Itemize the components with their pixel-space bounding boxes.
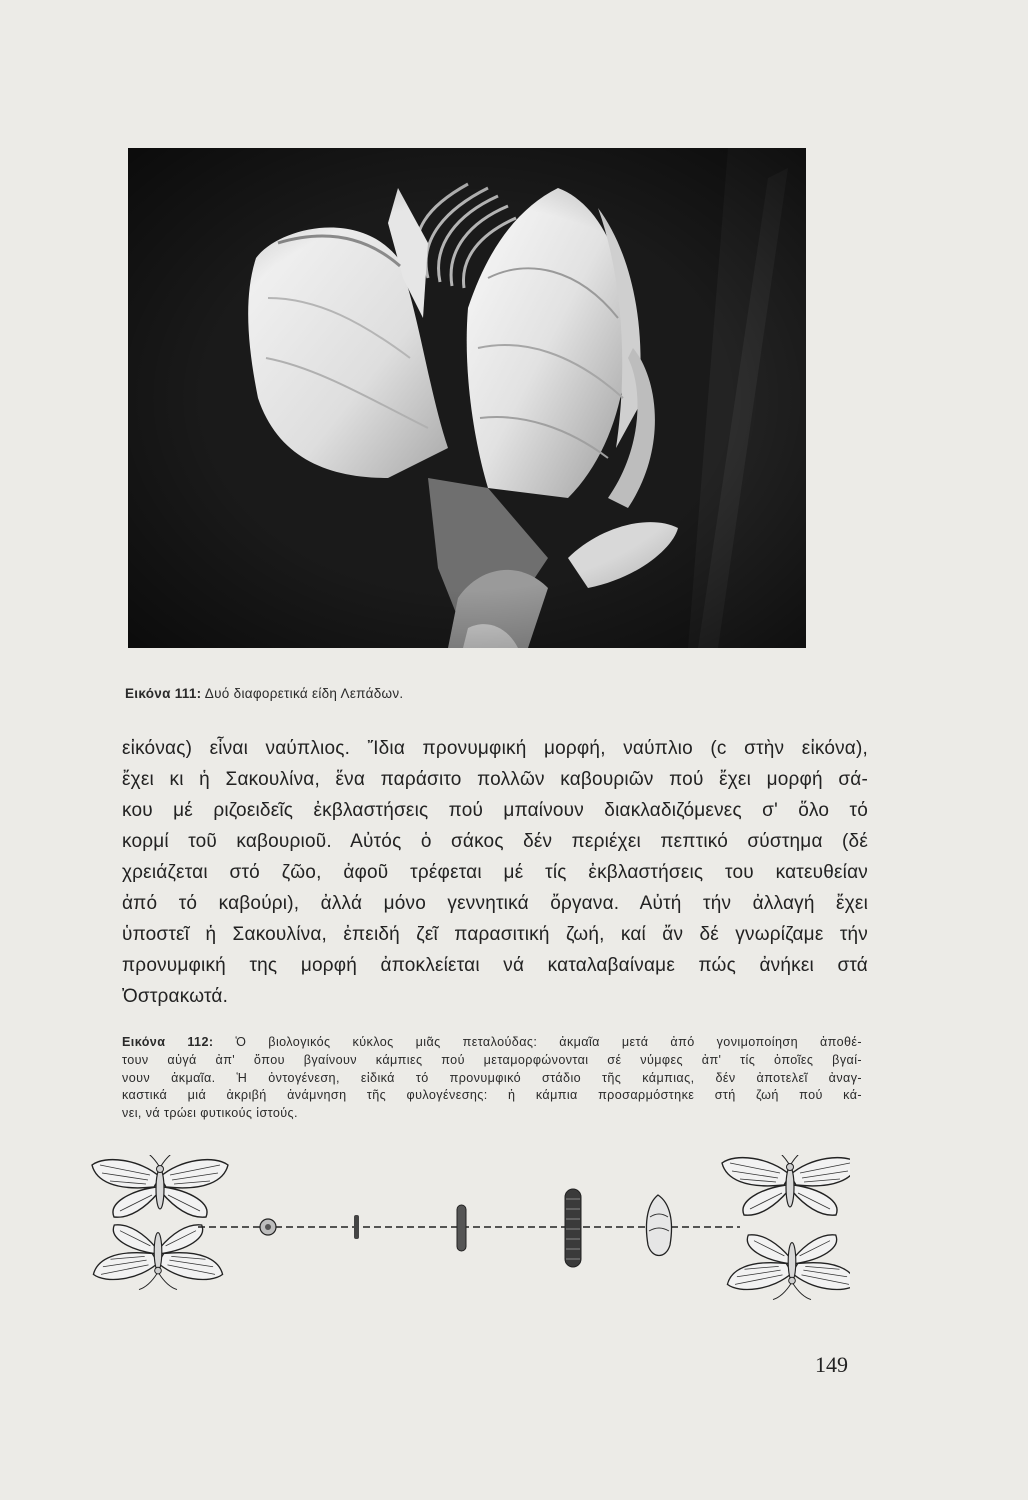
figure-112-caption-line [122, 1034, 862, 1052]
figure-112-text: Ὁ βιολογικός κύκλος μιᾶς πεταλούδας: ἀκμαῖα μετά ἀπό γονιμοποίηση ἀποθέ- [213, 1035, 862, 1049]
figure-111-label: Εικόνα 111: [125, 686, 202, 701]
adult-moth-drawing [727, 1235, 850, 1300]
body-line: ἔχει κι ἡ Σακουλίνα, ἕνα παράσιτο πολλῶν καβουριῶν πού ἔχει μορφή σά- [122, 769, 868, 790]
figure-112-label: Εικόνα 112: [122, 1035, 214, 1049]
figure-112-caption-line: νουν ἀκμαῖα. Ἡ ὀντογένεση, εἰδικά τό προνυμφικό στάδιο τῆς κάμπιας, δέν ἀποτελεῖ ἀναγ- [122, 1070, 862, 1085]
figure-112-caption-line: τουν αὐγά ἀπ' ὅπου βγαίνουν κάμπιες πού μεταμορφώνονται σέ νύμφες ἀπ' τίς ὁποῖες βγαί- [122, 1052, 862, 1067]
large-caterpillar-drawing [565, 1189, 581, 1267]
adult-moth-drawing [722, 1155, 850, 1215]
body-line: ὑποστεῖ ἡ Σακουλίνα, ἐπειδή ζεῖ παρασιτική ζωή, καί ἄν δέ γνωρίζαμε τήν [122, 924, 868, 945]
page-number: 149 [815, 1352, 848, 1377]
body-line: εἰκόνας) εἶναι ναύπλιος. Ἴδια προνυμφική μορφή, ναύπλιο (c στὴν εἰκόνα), [122, 738, 868, 759]
lifecycle-illustration [90, 1155, 850, 1305]
body-line: κου μέ ριζοειδεῖς ἐκβλαστήσεις πού μπαίνουν διακλαδιζόμενες σ' ὅλο τό [122, 800, 868, 821]
pupa-drawing [646, 1195, 671, 1256]
adult-moth-drawing [92, 1155, 228, 1217]
body-line: ἀπό τό καβούρι), ἀλλά μόνο γεννητικά ὄργανα. Αὐτή τήν ἀλλαγή ἔχει [122, 893, 868, 914]
body-line: Ὀστρακωτά. [122, 986, 229, 1007]
body-line: κορμί τοῦ καβουριοῦ. Αὐτός ὁ σάκος δέν περιέχει πεπτικό σύστημα (δέ [122, 831, 868, 852]
figure-111-text: Δυό διαφορετικά είδη Λεπάδων. [201, 686, 404, 701]
figure-112-caption-line: καστικά μιά ἀκριβή ἀνάμνηση τῆς φυλογένεσης: ἡ κάμπια προσαρμόστηκε στή ζωή πού κά- [122, 1088, 862, 1103]
body-paragraph [122, 733, 868, 1012]
figure-111-caption [125, 686, 825, 701]
barnacles-illustration [128, 148, 806, 648]
body-line: προνυμφική της μορφή ἀποκλείεται νά καταλαβαίναμε πώς ἀνήκει στά [122, 955, 868, 976]
figure-112-caption-line: νει, νά τρώει φυτικούς ἱστούς. [122, 1106, 298, 1121]
body-line: χρειάζεται στό ζῶο, ἀφοῦ τρέφεται μέ τίς ἐκβλαστήσεις του κατευθείαν [122, 862, 868, 883]
butterfly-lifecycle-diagram [90, 1155, 850, 1305]
barnacles-photo [128, 148, 806, 648]
adult-moth-drawing [93, 1225, 222, 1290]
figure-112-caption [122, 1034, 862, 1123]
caterpillar-drawing [457, 1205, 466, 1251]
young-caterpillar-drawing [354, 1215, 359, 1239]
